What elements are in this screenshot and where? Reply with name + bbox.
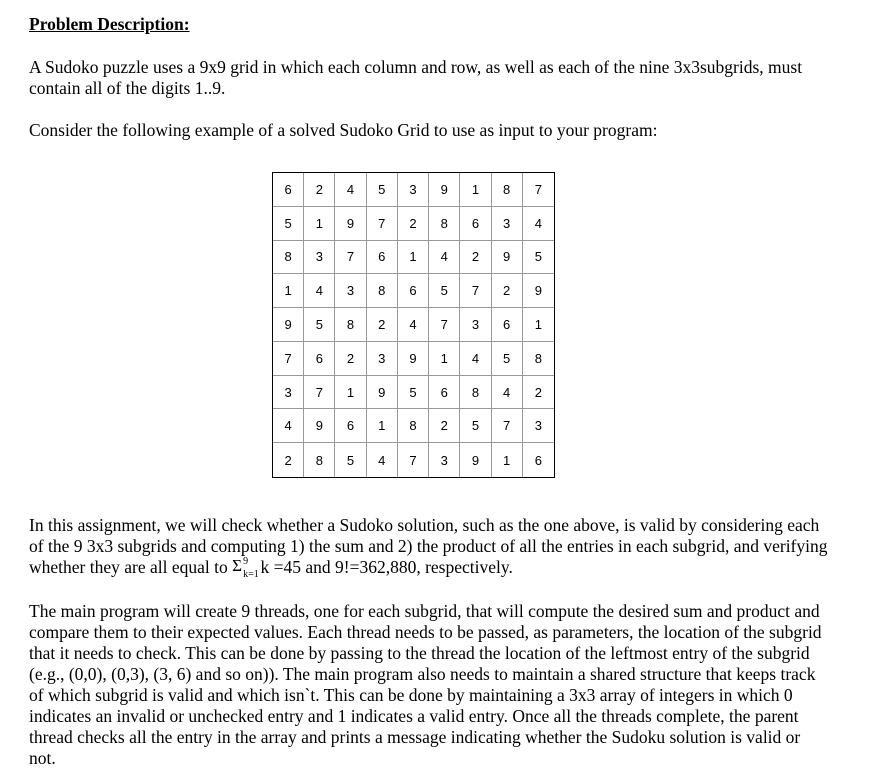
grid-cell-r5-c2: 2 xyxy=(335,342,366,376)
sigma-symbol-group xyxy=(232,556,259,580)
grid-cell-r5-c3: 3 xyxy=(367,342,398,376)
grid-cell-r0-c3: 5 xyxy=(367,173,398,207)
main-program-paragraph: The main program will create 9 threads, one for each subgrid, that will compute the desired sum and product and compare them to their expected values. Each thread needs to be passed, as parameters, the location of the subgrid that it needs to check. This can be done by passing to the thread the location of the leftmost entry of the subgrid (e.g., (0,0), (0,3), (3, 6) and so on)). The main program also needs to maintain a shared structure that keeps track of which subgrid is valid and which isn`t. This can be done by maintaining a 3x3 array of integers in which 0 indicates an invalid or unchecked entry and 1 indicates a valid entry. Once all the threads complete, the parent thread checks all the entry in the array and prints a message indicating whether the Sudoku solution is valid or not. xyxy=(29,601,822,768)
grid-cell-r4-c0: 9 xyxy=(273,308,304,342)
grid-cell-r4-c2: 8 xyxy=(335,308,366,342)
grid-cell-r5-c0: 7 xyxy=(273,342,304,376)
grid-cell-r0-c8: 7 xyxy=(523,173,554,207)
grid-cell-r6-c5: 6 xyxy=(429,376,460,410)
sudoku-grid-cells xyxy=(273,173,554,477)
grid-cell-r2-c5: 4 xyxy=(429,241,460,275)
grid-cell-r3-c2: 3 xyxy=(335,274,366,308)
grid-cell-r8-c3: 4 xyxy=(367,443,398,477)
grid-cell-r3-c1: 4 xyxy=(304,274,335,308)
grid-cell-r4-c5: 7 xyxy=(429,308,460,342)
problem-heading: Problem Description: xyxy=(29,14,190,34)
grid-cell-r6-c4: 5 xyxy=(398,376,429,410)
grid-cell-r3-c8: 9 xyxy=(523,274,554,308)
grid-cell-r7-c8: 3 xyxy=(523,409,554,443)
grid-cell-r0-c0: 6 xyxy=(273,173,304,207)
sudoku-grid xyxy=(272,172,555,478)
grid-cell-r2-c8: 5 xyxy=(523,241,554,275)
grid-cell-r3-c0: 1 xyxy=(273,274,304,308)
grid-cell-r3-c3: 8 xyxy=(367,274,398,308)
grid-cell-r2-c7: 9 xyxy=(492,241,523,275)
grid-cell-r6-c8: 2 xyxy=(523,376,554,410)
grid-cell-r1-c2: 9 xyxy=(335,207,366,241)
grid-cell-r2-c3: 6 xyxy=(367,241,398,275)
grid-cell-r0-c2: 4 xyxy=(335,173,366,207)
grid-cell-r8-c2: 5 xyxy=(335,443,366,477)
grid-cell-r6-c2: 1 xyxy=(335,376,366,410)
grid-cell-r8-c6: 9 xyxy=(460,443,491,477)
grid-cell-r7-c2: 6 xyxy=(335,409,366,443)
grid-cell-r1-c0: 5 xyxy=(273,207,304,241)
grid-cell-r4-c7: 6 xyxy=(492,308,523,342)
grid-cell-r7-c6: 5 xyxy=(460,409,491,443)
intro-paragraph: A Sudoko puzzle uses a 9x9 grid in which each column and row, as well as each of the nine 3x3subgrids, must contain all of the digits 1..9. xyxy=(29,57,803,98)
grid-cell-r1-c5: 8 xyxy=(429,207,460,241)
grid-cell-r5-c1: 6 xyxy=(304,342,335,376)
grid-cell-r1-c7: 3 xyxy=(492,207,523,241)
assignment-text-after: k =45 and 9!=362,880, respectively. xyxy=(256,557,513,577)
grid-cell-r1-c4: 2 xyxy=(398,207,429,241)
grid-cell-r8-c5: 3 xyxy=(429,443,460,477)
grid-cell-r7-c3: 1 xyxy=(367,409,398,443)
grid-cell-r6-c3: 9 xyxy=(367,376,398,410)
grid-cell-r6-c7: 4 xyxy=(492,376,523,410)
sigma-symbol: Σ xyxy=(232,556,243,575)
grid-cell-r3-c5: 5 xyxy=(429,274,460,308)
grid-cell-r5-c7: 5 xyxy=(492,342,523,376)
grid-cell-r5-c6: 4 xyxy=(460,342,491,376)
grid-cell-r6-c6: 8 xyxy=(460,376,491,410)
sigma-lower-limit: k=1 xyxy=(243,569,259,580)
grid-cell-r4-c4: 4 xyxy=(398,308,429,342)
grid-cell-r0-c1: 2 xyxy=(304,173,335,207)
grid-cell-r3-c7: 2 xyxy=(492,274,523,308)
grid-cell-r7-c7: 7 xyxy=(492,409,523,443)
grid-cell-r3-c4: 6 xyxy=(398,274,429,308)
consider-paragraph: Consider the following example of a solved Sudoko Grid to use as input to your program: xyxy=(29,120,658,140)
assignment-text-before: In this assignment, we will check whether a Sudoko solution, such as the one above, is valid by considering each of the 9 3x3 subgrids and computing 1) the sum and 2) the product of all the entries in each subgrid, and verifying whether they are all equal to xyxy=(29,515,828,577)
grid-cell-r0-c7: 8 xyxy=(492,173,523,207)
grid-cell-r7-c4: 8 xyxy=(398,409,429,443)
grid-cell-r6-c1: 7 xyxy=(304,376,335,410)
grid-cell-r5-c5: 1 xyxy=(429,342,460,376)
grid-cell-r3-c6: 7 xyxy=(460,274,491,308)
grid-cell-r1-c1: 1 xyxy=(304,207,335,241)
grid-cell-r2-c1: 3 xyxy=(304,241,335,275)
grid-cell-r2-c0: 8 xyxy=(273,241,304,275)
sigma-expression xyxy=(232,556,259,580)
grid-cell-r7-c5: 2 xyxy=(429,409,460,443)
grid-cell-r8-c4: 7 xyxy=(398,443,429,477)
grid-cell-r2-c4: 1 xyxy=(398,241,429,275)
grid-cell-r7-c0: 4 xyxy=(273,409,304,443)
grid-cell-r4-c3: 2 xyxy=(367,308,398,342)
grid-cell-r8-c8: 6 xyxy=(534,452,542,468)
grid-cell-r8-c7: 1 xyxy=(492,443,523,477)
grid-cell-r5-c4: 9 xyxy=(398,342,429,376)
sigma-upper-limit: 9 xyxy=(243,556,249,567)
grid-cell-r0-c6: 1 xyxy=(460,173,491,207)
grid-cell-r8-c0: 2 xyxy=(273,443,304,477)
grid-cell-r4-c8: 1 xyxy=(523,308,554,342)
grid-cell-r4-c6: 3 xyxy=(460,308,491,342)
grid-cell-r1-c8: 4 xyxy=(523,207,554,241)
grid-cell-r1-c6: 6 xyxy=(460,207,491,241)
grid-cell-r1-c3: 7 xyxy=(367,207,398,241)
grid-cell-r2-c2: 7 xyxy=(335,241,366,275)
grid-cell-r5-c8: 8 xyxy=(523,342,554,376)
grid-cell-r0-c5: 9 xyxy=(429,173,460,207)
grid-cell-r0-c4: 3 xyxy=(398,173,429,207)
grid-cell-r4-c1: 5 xyxy=(304,308,335,342)
grid-cell-r7-c1: 9 xyxy=(304,409,335,443)
assignment-paragraph xyxy=(29,515,829,578)
grid-cell-r2-c6: 2 xyxy=(460,241,491,275)
grid-cell-r6-c0: 3 xyxy=(273,376,304,410)
grid-cell-r8-c1: 8 xyxy=(304,443,335,477)
